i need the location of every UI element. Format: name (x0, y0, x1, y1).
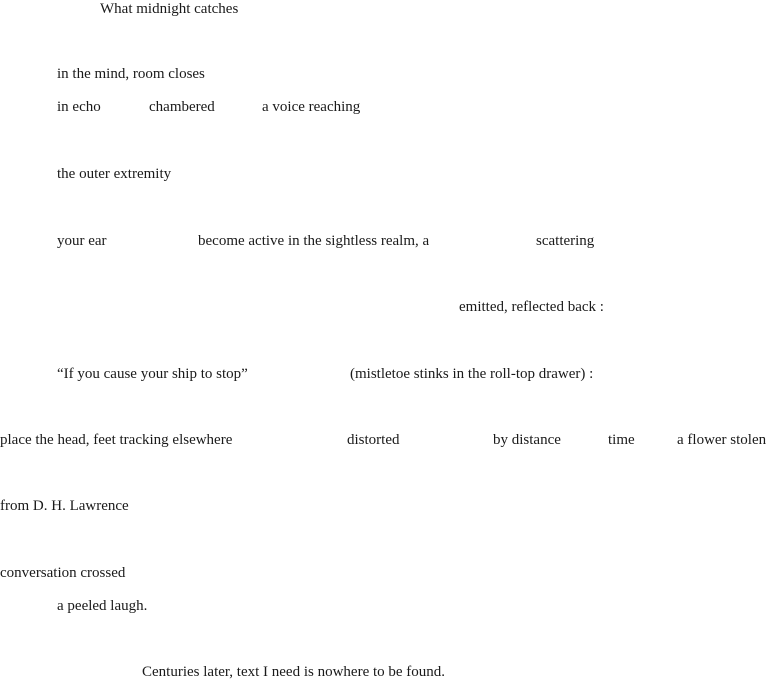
poem-fragment: time (608, 432, 635, 448)
poem-fragment: a flower stolen (677, 432, 767, 448)
poem-line: the outer extremity (57, 166, 172, 182)
poem-line: a peeled laugh. (57, 598, 148, 614)
poem-fragment: in echo (57, 99, 101, 115)
poem-fragment: chambered (149, 99, 215, 115)
poem-line: from D. H. Lawrence (0, 498, 129, 514)
poem-fragment: a voice reaching (262, 99, 361, 115)
poem-fragment: by distance (493, 432, 561, 448)
poem-line: in the mind, room closes (57, 66, 205, 82)
poem-title: What midnight catches (100, 1, 239, 17)
poem-fragment: (mistletoe stinks in the roll-top drawer) : (350, 366, 594, 382)
poem-fragment: become active in the sightless realm, a (198, 233, 430, 249)
poem-line: Centuries later, text I need is nowhere to be found. (142, 664, 446, 680)
poem-fragment: place the head, feet tracking elsewhere (0, 432, 233, 448)
poem-fragment: scattering (536, 233, 595, 249)
poem-fragment: distorted (347, 432, 400, 448)
poem-fragment: your ear (57, 233, 107, 249)
poem-line: conversation crossed (0, 565, 126, 581)
poem-fragment: “If you cause your ship to stop” (57, 366, 248, 382)
poem-line: emitted, reflected back : (459, 299, 604, 315)
